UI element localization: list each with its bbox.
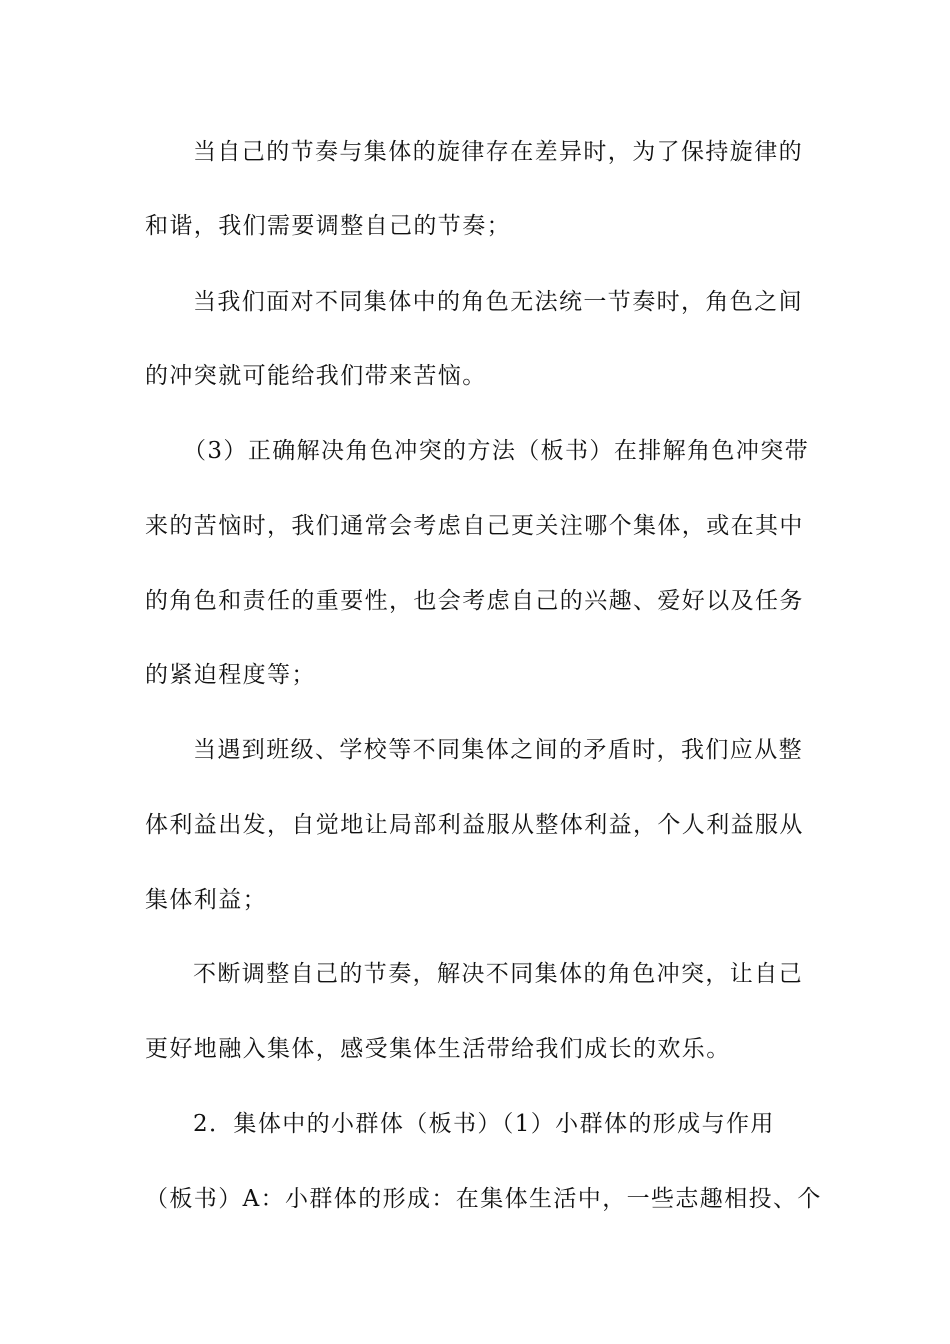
text-line: 的角色和责任的重要性，也会考虑自己的兴趣、爱好以及任务 — [145, 588, 804, 614]
text-line: 和谐，我们需要调整自己的节奏； — [145, 213, 511, 239]
text-line: 来的苦恼时，我们通常会考虑自己更关注哪个集体，或在其中 — [145, 513, 804, 539]
text-line: （3）正确解决角色冲突的方法（板书）在排解角色冲突带 — [183, 438, 810, 464]
text-line: 体利益出发，自觉地让局部利益服从整体利益，个人利益服从 — [145, 812, 804, 838]
text-line: 集体利益； — [145, 887, 267, 913]
text-line: （板书）A：小群体的形成：在集体生活中，一些志趣相投、个 — [145, 1186, 822, 1212]
text-line: 当自己的节奏与集体的旋律存在差异时，为了保持旋律的 — [193, 139, 803, 165]
text-line: 的紧迫程度等； — [145, 662, 316, 688]
text-line: 2．集体中的小群体（板书）（1）小群体的形成与作用 — [193, 1111, 775, 1137]
text-line: 当遇到班级、学校等不同集体之间的矛盾时，我们应从整 — [193, 737, 803, 763]
text-line: 不断调整自己的节奏，解决不同集体的角色冲突，让自己 — [193, 961, 803, 987]
text-line: 当我们面对不同集体中的角色无法统一节奏时，角色之间 — [193, 289, 803, 315]
text-line: 的冲突就可能给我们带来苦恼。 — [145, 363, 487, 389]
text-line: 更好地融入集体，感受集体生活带给我们成长的欢乐。 — [145, 1036, 731, 1062]
